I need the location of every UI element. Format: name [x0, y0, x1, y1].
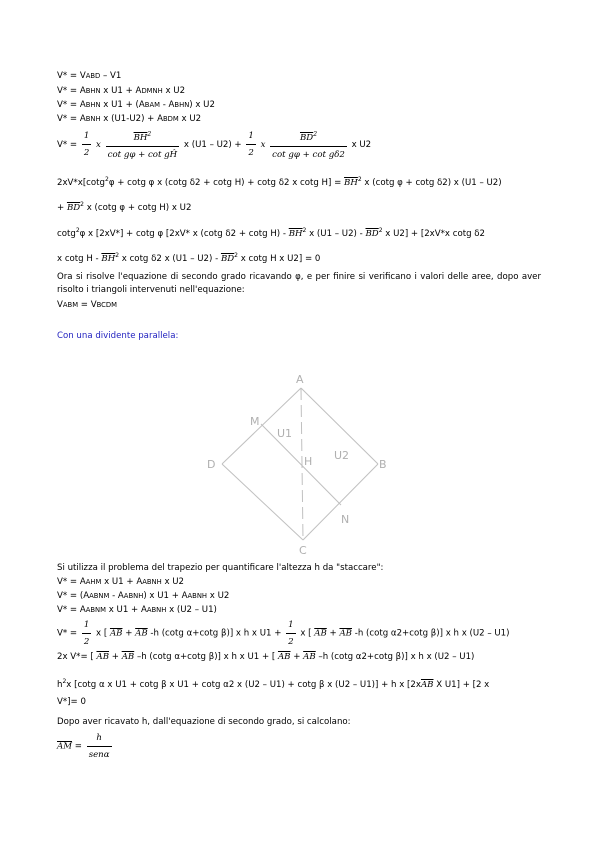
eq2-line-7: V*]= 0	[57, 697, 86, 707]
eq-line-10: VABM = VBCDM	[57, 300, 118, 310]
eq-line-4: V* = ABNH x (U1-U2) + ABDM x U2	[57, 114, 202, 124]
eq-line-fraction: V* = $\frac{1}{2}$ x $\frac{\overline{BH}^2}{\text{cot gφ + cot gĤ}}$ x (U1 – U2) + $\frac{1}{2}$ x $\frac{\overline{BD}^2}{\text{cot gφ + cot gδ2}}$ x U2	[57, 128, 371, 162]
eq-line-7: + $\overline{BD}^2$ x (cotg φ + cotg H) x U2	[57, 201, 192, 213]
eq2-line-3: V* = AABNM x U1 + AABNH x (U2 – U1)	[57, 605, 217, 615]
eq2-line-8: Dopo aver ricavato h, dall'equazione di secondo grado, si calcolano:	[57, 717, 351, 727]
eq2-line-6: $h^2x$ [cotg α x U1 + cotg β x U1 + cotg α2 x (U2 – U1) + cotg β x (U2 – U1)] + h x [$2x\overline{AB}$ X U1] + [2 x	[57, 678, 490, 690]
edge-b-c	[303, 464, 378, 540]
trapezoid-intro: Si utilizza il problema del trapezio per quantificare l'altezza h da "staccare":	[57, 563, 384, 573]
eq-line-9: x cotg H - $\overline{BH}^2$ x cotg δ2 x $(U1 - U2) - \overline{BD}^2$ x cotg H x U2] = 0	[57, 252, 321, 264]
label-b: B	[379, 458, 387, 471]
eq2-line-5: 2x V*= [ $\overline{AB} + \overline{AB}$ –h (cotg α+cotg β)] x h x U1 + [ $\overline{AB} + \overline{AB}$ –h (cotg α2+cotg β)] x h x (U2 – U1)	[57, 652, 475, 662]
label-m: M	[250, 415, 260, 428]
eq-line-6: 2xV*x[cotg$^2$φ + cotg φ x (cotg δ2 + cotg H) + cotg δ2 x cotg $H] = \overline{BH}^2$ x (cotg φ + cotg δ2) x (U1 – U2)	[57, 176, 502, 188]
section-heading: Con una dividente parallela:	[57, 331, 179, 341]
eq-line-3: V* = ABHN x U1 + (ABAM - ABHN) x U2	[57, 100, 215, 110]
parallel-divider-diagram	[200, 368, 400, 560]
label-h: H	[304, 455, 313, 468]
label-n: N	[341, 513, 350, 526]
eq-line-8: cotg$^2$φ x [2xV*] + cotg φ [2xV* x (cotg δ2 + cotg $H) - \overline{BH}^2$ x $(U1 - U2) - \overline{BD}^2$ x U2] + [2xV*x cotg δ2	[57, 227, 486, 239]
eq-line-1: V* = VABD – V1	[57, 71, 122, 81]
label-u2: U2	[334, 449, 350, 462]
eq2-line-2: V* = (AABNM - AABNH) x U1 + AABNH x U2	[57, 591, 230, 601]
dashed-line-a-c	[301, 388, 303, 540]
eq2-line-am: $\overline{AM}$ = $\frac{h}{\text{senα}}$	[57, 733, 110, 760]
eq2-line-1: V* = AAHM x U1 + AABNH x U2	[57, 577, 185, 587]
dividing-line-m-n	[261, 424, 341, 505]
eq-line-2: V* = ABHN x U1 + ADMNH x U2	[57, 86, 186, 96]
label-c: C	[299, 544, 307, 557]
eq2-line-fraction: V* = $\frac{1}{2}$ x [ $\overline{AB} + \overline{AB}$ -h (cotg α+cotg β)] x h x U1 + $\frac{1}{2}$ x [ $\overline{AB} + \overline{AB}$ -h (cotg α2+cotg β)] x h x (U2 – U1)	[57, 620, 510, 647]
paragraph-explanation: Ora si risolve l'equazione di secondo grado ricavando φ, e per finire si verificano i valori delle aree, dopo aver risolto i triangoli intervenuti nell'equazione:	[57, 272, 541, 295]
label-a: A	[296, 373, 304, 386]
label-u1: U1	[277, 427, 293, 440]
edge-c-d	[222, 464, 303, 540]
label-d: D	[207, 458, 216, 471]
